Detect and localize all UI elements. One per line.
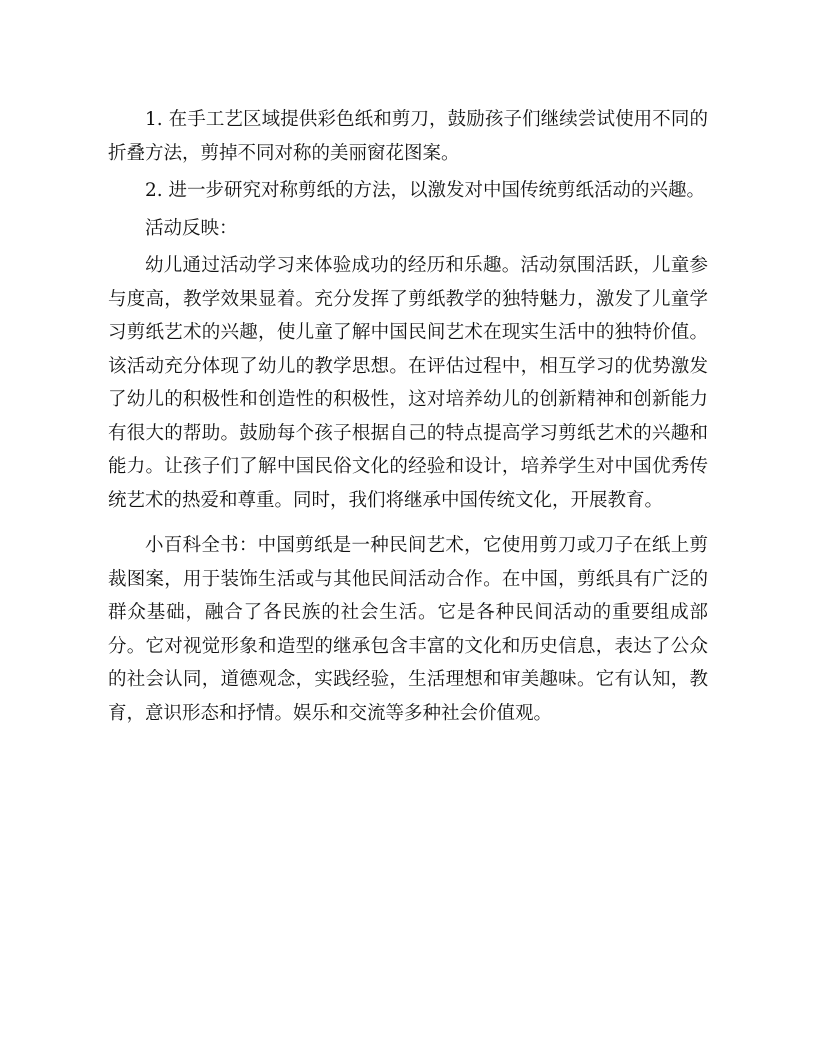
document-body	[108, 103, 708, 730]
paragraph-step-2: 2. 进一步研究对称剪纸的方法，以激发对中国传统剪纸活动的兴趣。	[145, 180, 706, 201]
paragraph-activity-reflection: 幼儿通过活动学习来体验成功的经历和乐趣。活动氛围活跃，儿童参与度高，教学效果显着。充分发挥了剪纸教学的独特魅力，激发了儿童学习剪纸艺术的兴趣，使儿童了解中国民间艺术在现实生活中的独特价值。该活动充分体现了幼儿的教学思想。在评估过程中，相互学习的优势激发了幼儿的积极性和创造性的积极性，这对培养幼儿的创新精神和创新能力有很大的帮助。鼓励每个孩子根据自己的特点提高学习剪纸艺术的兴趣和能力。让孩子们了解中国民俗文化的经验和设计，培养学生对中国优秀传统艺术的热爱和尊重。同时，我们将继承中国传统文化，开展教育。	[108, 255, 708, 511]
section-heading-activity-reflection: 活动反映：	[145, 217, 238, 239]
paragraph-step-1: 1. 在手工艺区域提供彩色纸和剪刀，鼓励孩子们继续尝试使用不同的折叠方法，剪掉不同对称的美丽窗花图案。	[108, 109, 708, 164]
paragraph-encyclopedia: 小百科全书：中国剪纸是一种民间艺术，它使用剪刀或刀子在纸上剪裁图案，用于装饰生活或与其他民间活动合作。在中国，剪纸具有广泛的群众基础，融合了各民族的社会生活。它是各种民间活动的重要组成部分。它对视觉形象和造型的继承包含丰富的文化和历史信息，表达了公众的社会认同，道德观念，实践经验，生活理想和审美趣味。它有认知，教育，意识形态和抒情。娱乐和交流等多种社会价值观。	[108, 535, 708, 724]
